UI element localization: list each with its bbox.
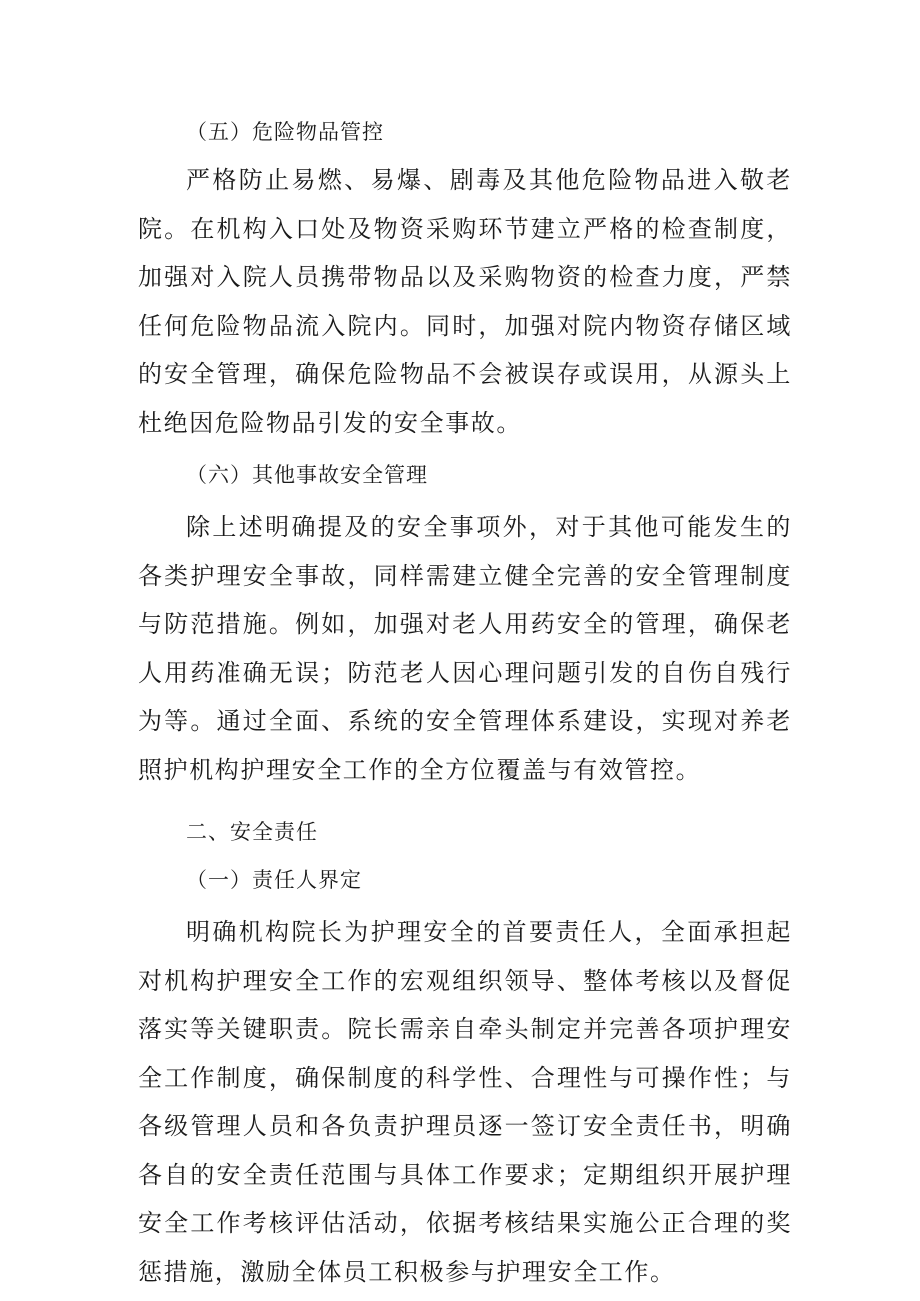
heading-dangerous-goods-control: （五）危险物品管控 [186,120,384,144]
heading-other-accident-safety: （六）其他事故安全管理 [186,463,428,487]
paragraph-dangerous-goods: 严格防止易燃、易爆、剧毒及其他危险物品进入敬老院。在机构入口处及物资采购环节建立严格的检查制度，加强对入院人员携带物品以及采购物资的检查力度，严禁任何危险物品流入院内。同时，加强对院内物资存储区域的安全管理，确保危险物品不会被误存或误用，从源头上杜绝因危险物品引发的安全事故。 [138,166,792,437]
section-heading-safety-responsibility: 二、安全责任 [186,820,318,844]
document-page [138,108,792,1296]
paragraph-other-accidents: 除上述明确提及的安全事项外，对于其他可能发生的各类护理安全事故，同样需建立健全完善的安全管理制度与防范措施。例如，加强对老人用药安全的管理，确保老人用药准确无误；防范老人因心理问题引发的自伤自残行为等。通过全面、系统的安全管理体系建设，实现对养老照护机构护理安全工作的全方位覆盖与有效管控。 [138,513,792,784]
paragraph-responsible-person: 明确机构院长为护理安全的首要责任人，全面承担起对机构护理安全工作的宏观组织领导、整体考核以及督促落实等关键职责。院长需亲自牵头制定并完善各项护理安全工作制度，确保制度的科学性、合理性与可操作性；与各级管理人员和各负责护理员逐一签订安全责任书，明确各自的安全责任范围与具体工作要求；定期组织开展护理安全工作考核评估活动，依据考核结果实施公正合理的奖惩措施，激励全体员工积极参与护理安全工作。 [138,918,792,1286]
heading-responsible-person: （一）责任人界定 [186,868,362,892]
